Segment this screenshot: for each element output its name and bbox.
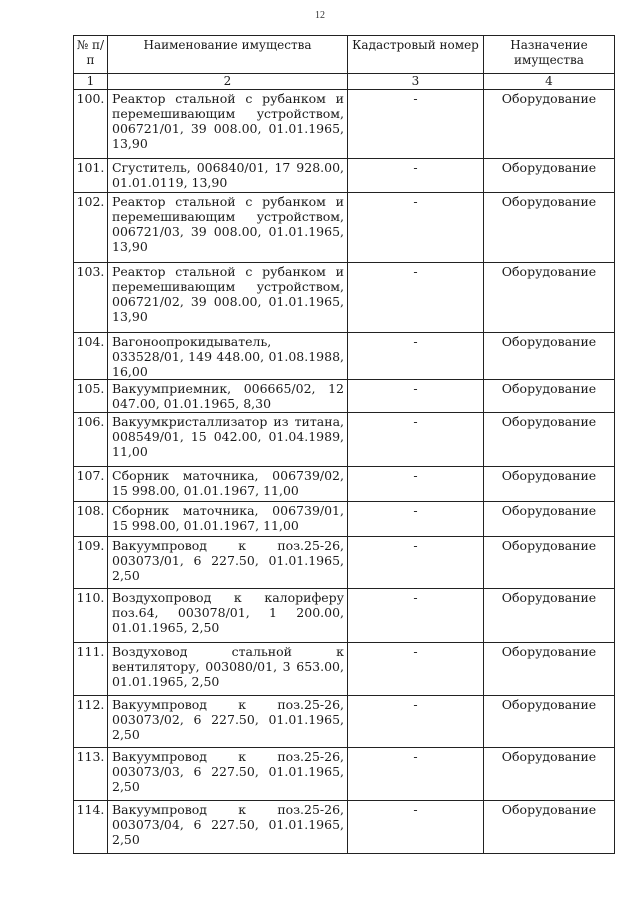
property-name: Вакуумпровод к поз.25-26, 003073/02, 6 227.50, 01.01.1965, 2,50 — [108, 696, 348, 748]
property-purpose: Оборудование — [484, 643, 615, 696]
column-number-row — [74, 74, 615, 90]
property-table — [73, 35, 615, 854]
row-number: 111. — [74, 643, 108, 696]
cadastral-number: - — [348, 413, 484, 467]
table-row — [74, 413, 615, 467]
page-number: 12 — [315, 10, 325, 21]
row-number: 110. — [74, 589, 108, 643]
table-row — [74, 589, 615, 643]
cadastral-number: - — [348, 589, 484, 643]
property-purpose: Оборудование — [484, 90, 615, 159]
property-name: Воздухопровод к калориферу поз.64, 003078/01, 1 200.00, 01.01.1965, 2,50 — [108, 589, 348, 643]
property-purpose: Оборудование — [484, 696, 615, 748]
cadastral-number: - — [348, 643, 484, 696]
column-number: 4 — [484, 74, 615, 90]
cadastral-number: - — [348, 159, 484, 193]
table-header-row — [74, 36, 615, 74]
row-number: 113. — [74, 748, 108, 801]
property-name: Вакуумприемник, 006665/02, 12 047.00, 01.01.1965, 8,30 — [108, 380, 348, 413]
table-row — [74, 193, 615, 263]
header-cadastral: Кадастровый номер — [348, 36, 484, 74]
table-row — [74, 696, 615, 748]
cadastral-number: - — [348, 502, 484, 537]
cadastral-number: - — [348, 748, 484, 801]
property-name: Реактор стальной с рубанком и перемешивающим устройством, 006721/02, 39 008.00, 01.01.1965, 13,90 — [108, 263, 348, 333]
property-purpose: Оборудование — [484, 380, 615, 413]
table-row — [74, 502, 615, 537]
table-row — [74, 380, 615, 413]
property-purpose: Оборудование — [484, 748, 615, 801]
property-purpose: Оборудование — [484, 801, 615, 854]
table-row — [74, 801, 615, 854]
cadastral-number: - — [348, 537, 484, 589]
table-row — [74, 159, 615, 193]
row-number: 101. — [74, 159, 108, 193]
property-name: Вакуумпровод к поз.25-26, 003073/01, 6 227.50, 01.01.1965, 2,50 — [108, 537, 348, 589]
row-number: 112. — [74, 696, 108, 748]
cadastral-number: - — [348, 380, 484, 413]
property-name: Сборник маточника, 006739/02, 15 998.00, 01.01.1967, 11,00 — [108, 467, 348, 502]
property-purpose: Оборудование — [484, 467, 615, 502]
row-number: 102. — [74, 193, 108, 263]
property-name: Сгуститель, 006840/01, 17 928.00, 01.01.0119, 13,90 — [108, 159, 348, 193]
row-number: 106. — [74, 413, 108, 467]
row-number: 114. — [74, 801, 108, 854]
column-number: 1 — [74, 74, 108, 90]
property-name: Вакуумкристаллизатор из титана, 008549/01, 15 042.00, 01.04.1989, 11,00 — [108, 413, 348, 467]
header-purpose: Назначение имущества — [484, 36, 615, 74]
table-row — [74, 263, 615, 333]
row-number: 107. — [74, 467, 108, 502]
property-name: Вагоноопрокидыватель, 033528/01, 149 448.00, 01.08.1988, 16,00 — [108, 333, 348, 380]
cadastral-number: - — [348, 193, 484, 263]
property-purpose: Оборудование — [484, 193, 615, 263]
cadastral-number: - — [348, 467, 484, 502]
column-number: 2 — [108, 74, 348, 90]
cadastral-number: - — [348, 333, 484, 380]
property-name: Вакуумпровод к поз.25-26, 003073/03, 6 227.50, 01.01.1965, 2,50 — [108, 748, 348, 801]
property-purpose: Оборудование — [484, 589, 615, 643]
row-number: 105. — [74, 380, 108, 413]
table-row — [74, 643, 615, 696]
property-name: Реактор стальной с рубанком и перемешивающим устройством, 006721/03, 39 008.00, 01.01.1965, 13,90 — [108, 193, 348, 263]
row-number: 109. — [74, 537, 108, 589]
property-name: Реактор стальной с рубанком и перемешивающим устройством, 006721/01, 39 008.00, 01.01.1965, 13,90 — [108, 90, 348, 159]
column-number: 3 — [348, 74, 484, 90]
cadastral-number: - — [348, 90, 484, 159]
property-purpose: Оборудование — [484, 159, 615, 193]
row-number: 104. — [74, 333, 108, 380]
property-name: Сборник маточника, 006739/01, 15 998.00, 01.01.1967, 11,00 — [108, 502, 348, 537]
table-row — [74, 333, 615, 380]
property-name: Воздуховод стальной к вентилятору, 003080/01, 3 653.00, 01.01.1965, 2,50 — [108, 643, 348, 696]
property-purpose: Оборудование — [484, 537, 615, 589]
row-number: 100. — [74, 90, 108, 159]
table-row — [74, 748, 615, 801]
table-row — [74, 467, 615, 502]
property-name: Вакуумпровод к поз.25-26, 003073/04, 6 227.50, 01.01.1965, 2,50 — [108, 801, 348, 854]
property-purpose: Оборудование — [484, 333, 615, 380]
cadastral-number: - — [348, 263, 484, 333]
table-row — [74, 90, 615, 159]
header-name: Наименование имущества — [108, 36, 348, 74]
property-purpose: Оборудование — [484, 413, 615, 467]
table-row — [74, 537, 615, 589]
row-number: 103. — [74, 263, 108, 333]
property-purpose: Оборудование — [484, 502, 615, 537]
cadastral-number: - — [348, 801, 484, 854]
row-number: 108. — [74, 502, 108, 537]
cadastral-number: - — [348, 696, 484, 748]
header-num: № п/п — [74, 36, 108, 74]
property-purpose: Оборудование — [484, 263, 615, 333]
